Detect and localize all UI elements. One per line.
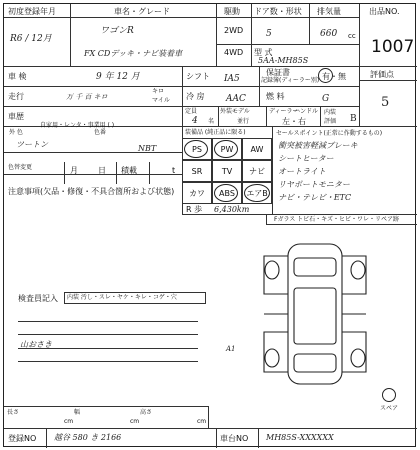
parallel-label: 並行: [237, 118, 250, 125]
cc-label: cc: [348, 32, 356, 40]
col-divider: [70, 4, 71, 66]
chassis-label: 車台NO: [220, 434, 249, 443]
row-divider: [4, 428, 417, 429]
handle-opts: 左・右: [282, 117, 306, 126]
equip-airbag-circle: [244, 184, 270, 202]
hw-inspection: 9 年 12 月: [96, 72, 140, 82]
hw-car-name: ワゴンR: [100, 26, 134, 36]
hw-color-no: NBT: [138, 144, 157, 153]
inspector-opts: 内装 汚し・スレ・ヤケ・キレ・コゲ・穴: [67, 294, 177, 301]
equip-airbag: エアB: [242, 182, 272, 204]
listing-no-label: 出品NO.: [369, 7, 400, 16]
equip-abs-circle: [214, 184, 238, 202]
write-line: [18, 321, 198, 322]
hw-chassis: MH85S-XXXXXX: [266, 433, 334, 442]
hw-doors: 5: [266, 29, 272, 39]
warranty-label: 保証書: [266, 68, 290, 77]
hw-reg-date: R6 / 12月: [10, 34, 52, 44]
col-divider: [259, 66, 260, 106]
equip-ps-circle: [184, 140, 208, 158]
drive-opt-4wd: 4WD: [224, 48, 244, 57]
first-reg-label: 初度登録年月: [8, 7, 56, 16]
equip-aw: AW: [242, 138, 272, 160]
equip-abs: ABS: [212, 182, 242, 204]
capacity-unit: 名: [208, 118, 215, 125]
ac-label: 冷 房: [186, 92, 205, 101]
col-divider: [46, 428, 47, 448]
shift-label: シフト: [186, 72, 210, 81]
col-divider: [149, 162, 150, 184]
equip-ps: PS: [182, 138, 212, 160]
row-divider: [266, 224, 417, 225]
usage-label: 車歴: [8, 112, 24, 121]
record-label: 記録簿(ディーラー別): [261, 77, 320, 84]
row-divider: [216, 44, 359, 45]
warranty-opts: 有・無: [322, 72, 346, 81]
sales-point-5: ナビ・テレビ・ETC: [278, 193, 352, 202]
hw-inspector-line: 山おさき: [20, 340, 52, 349]
inspection-label: 車 検: [8, 72, 27, 81]
day-label: 日: [98, 166, 106, 175]
car-diagram: [254, 236, 376, 396]
warranty-circle: [318, 68, 333, 83]
col-divider: [258, 428, 259, 448]
hw-ac: AAC: [226, 94, 246, 104]
col-divider: [359, 4, 360, 66]
hw-shift: IA5: [224, 74, 240, 84]
row-divider: [4, 406, 208, 407]
col-divider: [320, 106, 321, 126]
col-divider: [309, 4, 310, 44]
sales-point-2: シートヒーター: [278, 154, 334, 163]
col-divider: [359, 66, 360, 126]
col-divider: [266, 106, 267, 126]
sales-point-3: オートライト: [278, 167, 326, 176]
col-divider: [116, 162, 117, 184]
row-divider: [359, 80, 417, 81]
hw-reg-no: 越谷 580 き 2166: [54, 433, 122, 442]
col-divider: [266, 214, 267, 224]
fuel-label: 燃 料: [266, 92, 285, 101]
equip-navi: ナビ: [242, 160, 272, 182]
row-divider: [4, 106, 359, 107]
capacity-label: 定員: [185, 108, 198, 115]
fglass-label: Fガラス トビ石・キズ・ヒビ・ワレ・リペア跡: [274, 216, 399, 223]
spare-label: スペア: [380, 405, 399, 412]
col-divider: [182, 152, 183, 214]
hw-capacity: 4: [192, 116, 198, 126]
col-divider: [64, 162, 65, 184]
hw-fuel: G: [322, 94, 330, 104]
car-name-label: 車名・グレード: [114, 7, 170, 16]
equip-pw: PW: [212, 138, 242, 160]
doors-label: ドア数・形状: [254, 7, 302, 16]
equip-pw-circle: [214, 140, 238, 158]
reg-no-label: 登録NO: [8, 434, 37, 443]
load-label: 積載: [121, 166, 137, 175]
hw-displacement: 660: [320, 29, 338, 39]
write-line: [18, 334, 198, 335]
hw-grade: FX CDデッキ・ナビ装着車: [84, 49, 183, 58]
auction-sheet: [3, 3, 416, 447]
col-divider: [216, 428, 217, 448]
height-cm: cm: [197, 418, 207, 425]
notes-title: 注意事項(欠品・修復・不具合箇所および状態): [8, 187, 175, 196]
drive-label: 駆動: [224, 7, 240, 16]
sales-point-4: リヤポートモニター: [278, 180, 350, 189]
sales-points-title: セールスポイント(正常に作動するもの): [276, 130, 383, 137]
t-label: t: [172, 166, 176, 175]
month-label: 月: [70, 166, 78, 175]
usage-opts: 自家用・レンタ・事業用 ( ): [40, 122, 115, 129]
col-divider: [216, 4, 217, 66]
length-label: 長さ: [7, 409, 20, 416]
equip-leather: カワ: [182, 182, 212, 204]
handle-label: ハンドル: [294, 108, 319, 115]
exterior-color-label: 外 色: [9, 129, 23, 136]
header-divider: [4, 17, 359, 18]
col-divider: [208, 406, 209, 428]
spare-tire-icon: [382, 388, 396, 402]
length-cm: cm: [64, 418, 74, 425]
col-divider: [251, 4, 252, 66]
model-label: 型 式: [254, 48, 273, 57]
inspector-label: 検査員記入: [18, 294, 58, 303]
row-divider: [4, 174, 182, 175]
hw-mileage: 万 千 百 キロ: [66, 93, 108, 101]
equipment-title: 装備品 (純正品に限る): [185, 129, 246, 136]
sales-point-1: 衝突被害軽減ブレーキ: [278, 141, 358, 150]
col-divider: [272, 126, 273, 214]
displacement-label: 排気量: [317, 7, 341, 16]
interior-label: 内装: [324, 109, 337, 116]
mile-label: マイル: [152, 97, 170, 104]
width-label: 幅: [74, 409, 81, 416]
color-no-label: 色番: [94, 129, 107, 136]
hw-model: 5AA-MH85S: [258, 56, 309, 65]
row-divider: [4, 66, 417, 67]
write-line: [18, 361, 198, 362]
r-label: R 歩: [186, 205, 203, 214]
col-divider: [218, 106, 219, 126]
score-label: 評価点: [370, 70, 394, 79]
height-label: 高さ: [140, 409, 153, 416]
km-label: キロ: [152, 88, 165, 95]
width-cm: cm: [130, 418, 140, 425]
equip-tv: TV: [212, 160, 242, 182]
dealer-label: ディーラー: [269, 108, 299, 115]
mileage-label: 走行: [8, 92, 24, 101]
color-change-label: 色替変更: [8, 164, 33, 171]
listing-no: 1007: [371, 37, 415, 57]
hw-a1: A1: [226, 345, 236, 353]
hw-r: 6,430km: [214, 205, 250, 214]
hw-exterior-color: ツートン: [16, 140, 48, 149]
drive-opt-2wd: 2WD: [224, 26, 244, 35]
equip-sr: SR: [182, 160, 212, 182]
interior-score: B: [350, 114, 357, 124]
score: 5: [381, 95, 390, 110]
interior-score-label: 評価: [324, 118, 337, 125]
ext-model-label: 外装モデル: [220, 108, 250, 115]
